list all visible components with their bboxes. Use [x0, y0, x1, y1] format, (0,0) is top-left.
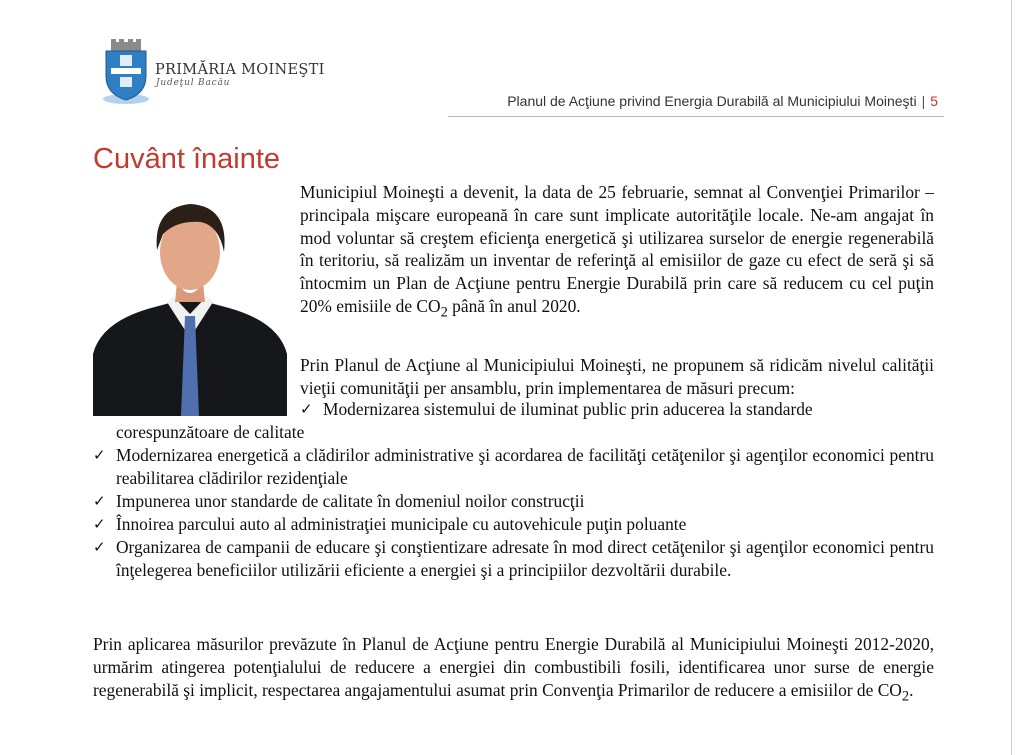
plan-paragraph: Prin Planul de Acţiune al Municipiului Moineşti, ne propunem să ridicăm nivelul calităţii vieţii comunităţii per ansamblu, prin implementarea de măsuri precum: [300, 355, 934, 398]
list-item-text: Modernizarea sistemului de iluminat public prin aducerea la standarde [323, 399, 813, 419]
running-header [507, 93, 938, 109]
brand-block [155, 62, 325, 88]
co2-subscript: 2 [440, 304, 448, 321]
co2-subscript: 2 [901, 688, 910, 705]
check-icon: ✓ [93, 538, 106, 556]
list-item [93, 490, 934, 513]
check-icon: ✓ [93, 515, 106, 533]
check-icon: ✓ [93, 492, 106, 510]
section-title: Cuvânt înainte [93, 143, 281, 175]
mayor-portrait-photo [93, 182, 287, 416]
list-item [93, 513, 934, 536]
org-name: PRIMĂRIA MOINEŞTI [155, 62, 325, 78]
header-rule [448, 116, 944, 117]
check-icon: ✓ [93, 446, 106, 464]
intro-paragraph [300, 181, 934, 324]
org-subtitle: Judeţul Bacău [156, 78, 231, 88]
page-edge [1011, 0, 1012, 755]
intro-text: Municipiul Moineşti a devenit, la data de 25 februarie, semnat al Convenţiei Primarilor – principala mişcare europeană în care sunt implicate autorităţile locale. Ne-am angajat în mod voluntar să creştem eficienţa energetică şi utilizarea surselor de energie regenerabilă în teritoriu, să realizăm un inventar de referinţă al emisiilor de gaze cu efect de seră şi să întocmim un Plan de Acţiune pentru Energie Durabilă prin care să reducem cu cel puţin 20% emisiile de CO [300, 182, 934, 316]
list-item-text: Impunerea unor standarde de calitate în domeniul noilor construcţii [116, 491, 585, 511]
city-crest-logo [100, 38, 152, 106]
closing-text: Prin aplicarea măsurilor prevăzute în Planul de Acţiune pentru Energie Durabilă al Municipiului Moineşti 2012-2020, urmărim atingerea potenţialului de reducere a energiei din combustibili fosili, identificarea unor surse de energie regenerabilă şi implicit, respectarea angajamentului asumat prin Convenţia Primarilor de reducere a emisiilor de CO [93, 634, 934, 700]
closing-text-end: . [909, 679, 914, 700]
header-separator: | [921, 93, 926, 109]
check-icon: ✓ [300, 400, 313, 418]
list-item-text-continued: corespunzătoare de calitate [116, 422, 305, 442]
list-item [93, 536, 934, 582]
list-item [93, 444, 934, 490]
measures-list [93, 398, 934, 582]
closing-paragraph [93, 633, 934, 708]
page-number: 5 [930, 93, 938, 109]
intro-text-end: până în anul 2020. [447, 295, 581, 316]
list-item-text: Organizarea de campanii de educare şi conştientizare adresate în mod direct cetăţenilor şi agenţilor economici pentru înţelegerea beneficiilor utilizării eficiente a energiei şi a principiilor dezvoltării durabile. [116, 537, 934, 580]
list-item [93, 398, 934, 444]
list-item-text: Modernizarea energetică a clădirilor administrative şi acordarea de facilităţi cetăţenilor şi agenţilor economici pentru reabilitarea clădirilor rezidenţiale [116, 445, 934, 488]
list-item-text: Înnoirea parcului auto al administraţiei municipale cu autovehicule puţin poluante [116, 514, 687, 534]
document-title: Planul de Acţiune privind Energia Durabilă al Municipiului Moineşti [507, 93, 917, 109]
